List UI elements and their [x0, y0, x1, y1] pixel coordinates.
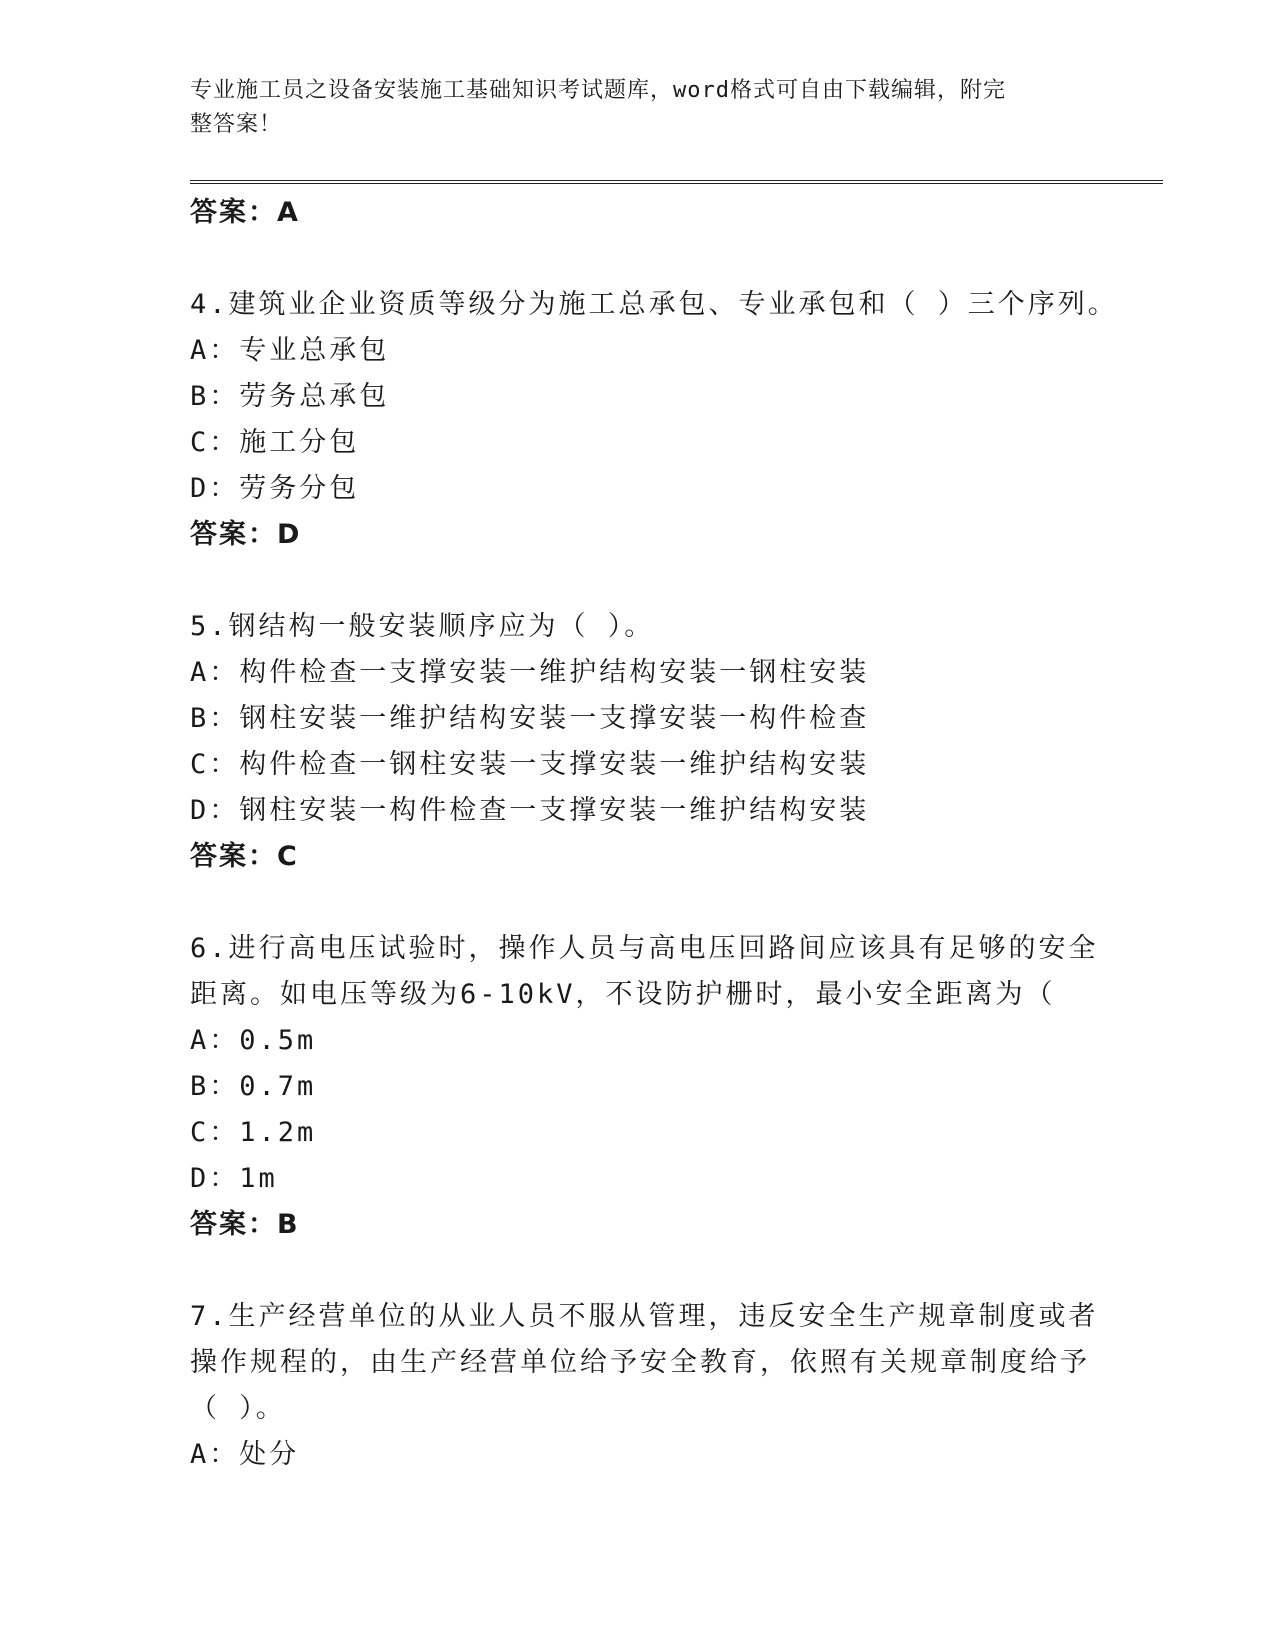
document-header [190, 74, 1090, 142]
option-c: C：构件检查一钢柱安装一支撑安装一维护结构安装 [190, 749, 870, 780]
question-stem: 5.钢结构一般安装顺序应为（ ）。 [190, 611, 655, 642]
question-stem: 4.建筑业企业资质等级分为施工总承包、专业承包和（ ）三个序列。 [190, 289, 1118, 320]
answer-q4: 答案：D [190, 519, 302, 550]
question-stem-line-2: 操作规程的，由生产经营单位给予安全教育，依照有关规章制度给予 [190, 1347, 1090, 1378]
option-a: A：构件检查一支撑安装一维护结构安装一钢柱安装 [190, 657, 870, 688]
spacer [190, 236, 1090, 282]
option-d: D：1m [190, 1163, 278, 1194]
option-b: B：0.7m [190, 1071, 317, 1102]
option-b: B：钢柱安装一维护结构安装一支撑安装一构件检查 [190, 703, 870, 734]
question-stem-line-3: （ ）。 [190, 1393, 286, 1424]
option-a: A：0.5m [190, 1025, 317, 1056]
question-7 [190, 1294, 1099, 1478]
option-b: B：劳务总承包 [190, 381, 390, 412]
spacer [190, 1248, 1090, 1294]
question-6 [190, 926, 1099, 1248]
answer-q6: 答案：B [190, 1209, 300, 1240]
option-a: A：专业总承包 [190, 335, 390, 366]
answer-q3: 答案：A [190, 197, 300, 228]
option-d: D：钢柱安装一构件检查一支撑安装一维护结构安装 [190, 795, 870, 826]
question-list [190, 190, 1118, 1478]
option-d: D：劳务分包 [190, 473, 360, 504]
question-stem-line-1: 7.生产经营单位的从业人员不服从管理，违反安全生产规章制度或者 [190, 1301, 1099, 1332]
spacer [190, 558, 1090, 604]
header-line-1: 专业施工员之设备安装施工基础知识考试题库，word格式可自由下载编辑，附完 [190, 78, 1006, 103]
question-stem-line-1: 6.进行高电压试验时，操作人员与高电压回路间应该具有足够的安全 [190, 933, 1099, 964]
answer-q5: 答案：C [190, 841, 299, 872]
question-4 [190, 282, 1118, 558]
header-divider [190, 180, 1163, 184]
header-line-2: 整答案！ [190, 112, 283, 137]
option-c: C：1.2m [190, 1117, 317, 1148]
spacer [190, 880, 1090, 926]
option-c: C：施工分包 [190, 427, 360, 458]
question-5 [190, 604, 1090, 880]
option-a: A：处分 [190, 1439, 300, 1470]
question-stem-line-2: 距离。如电压等级为6-10kV，不设防护栅时，最小安全距离为（ [190, 979, 1056, 1010]
